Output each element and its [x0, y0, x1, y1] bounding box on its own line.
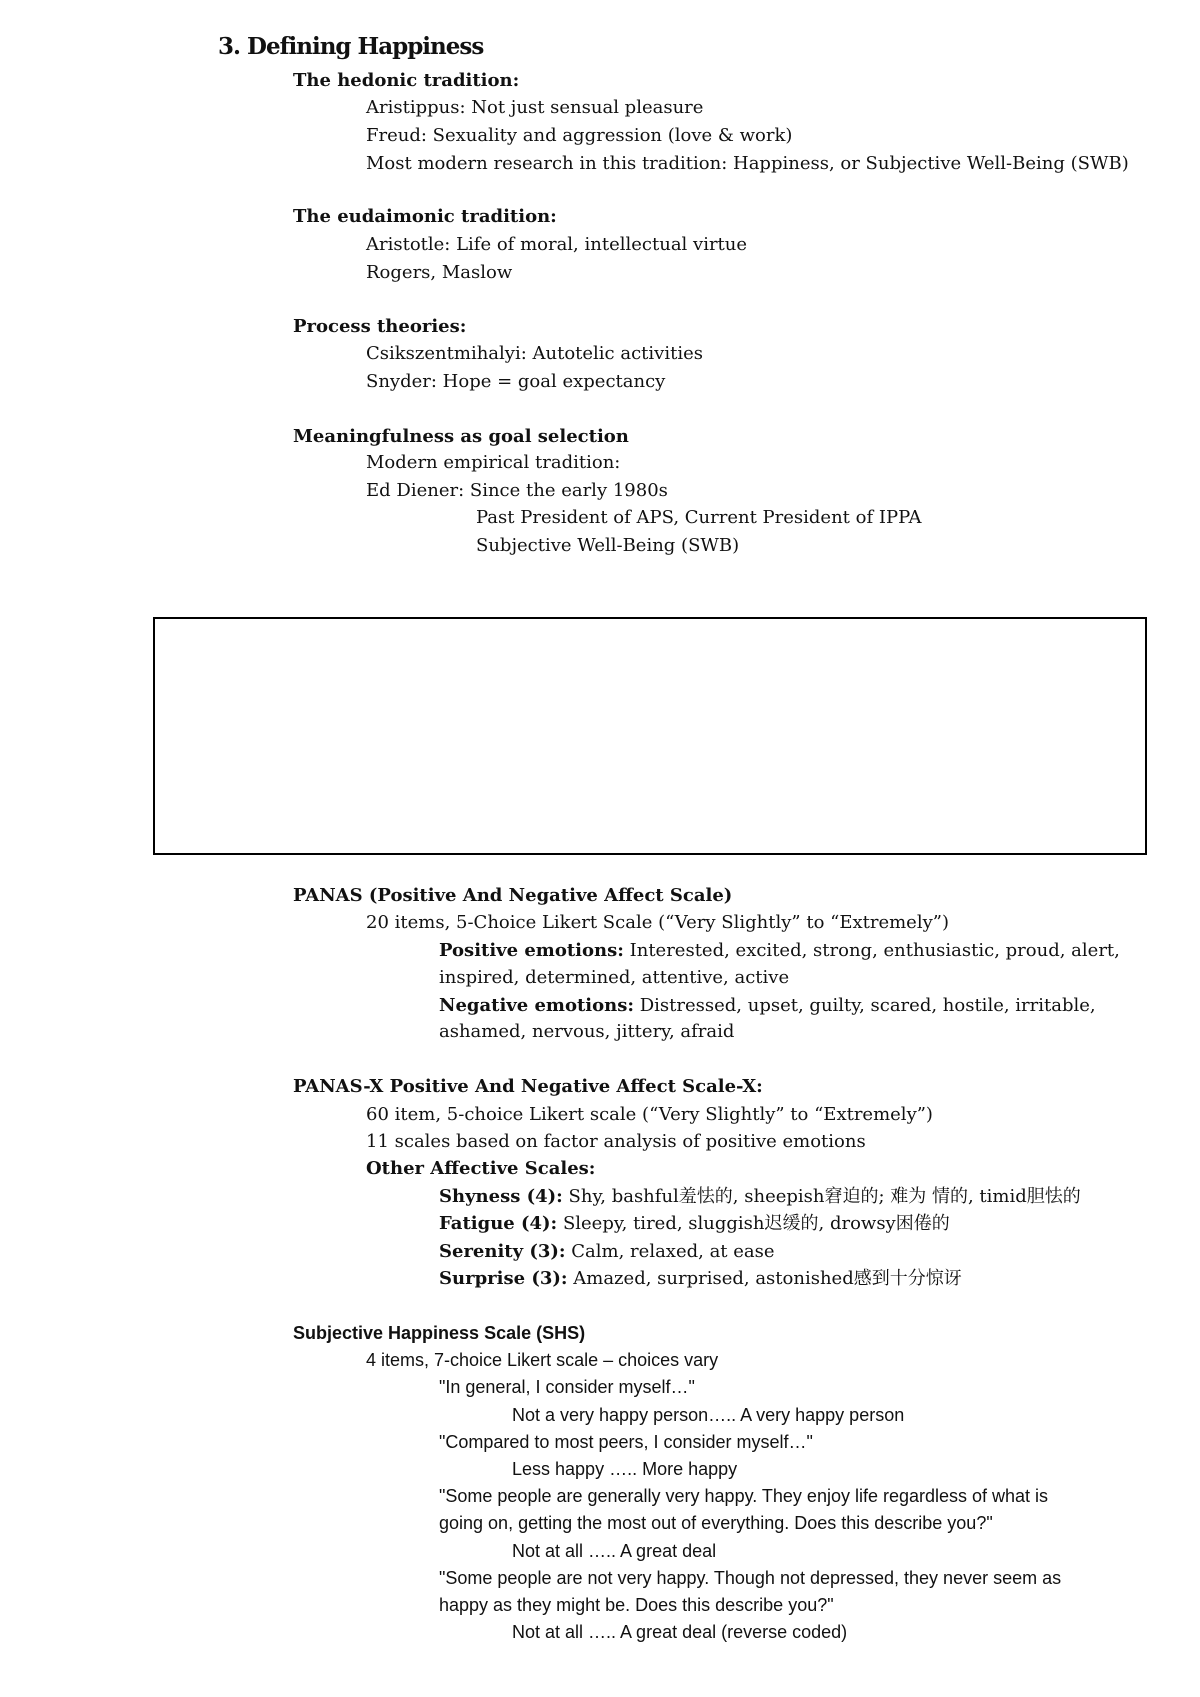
hedonic-item: Aristippus: Not just sensual pleasure [366, 97, 704, 118]
empirical-line: Modern empirical tradition: [366, 452, 621, 473]
scale-text: Calm, relaxed, at ease [565, 1241, 775, 1262]
hedonic-item: Most modern research in this tradition: Happiness, or Subjective Well-Being (SWB) [366, 153, 1129, 174]
shs-question: "Some people are not very happy. Though not depressed, they never seem as [439, 1568, 1062, 1588]
process-heading: Process theories: [293, 316, 467, 337]
eudaimonic-item: Aristotle: Life of moral, intellectual virtue [366, 234, 748, 255]
scale-label: Serenity (3): [439, 1241, 566, 1262]
affective-scale-item [439, 1186, 1081, 1208]
shs-question-cont: going on, getting the most out of everything. Does this describe you?" [439, 1513, 993, 1533]
panas-heading: PANAS (Positive And Negative Affect Scale) [293, 885, 733, 906]
shs-question: "Compared to most peers, I consider myself…" [439, 1432, 813, 1452]
panas-positive-line [439, 940, 1120, 962]
scale-label: Shyness (4): [439, 1186, 563, 1207]
panasx-heading: PANAS-X Positive And Negative Affect Scale-X: [293, 1076, 763, 1097]
process-item: Csikszentmihalyi: Autotelic activities [366, 343, 703, 364]
shs-question-cont: happy as they might be. Does this describe you?" [439, 1595, 834, 1615]
meaning-heading: Meaningfulness as goal selection [293, 426, 629, 447]
shs-anchors: Less happy ….. More happy [512, 1459, 738, 1479]
scale-text: Amazed, surprised, astonished感到十分惊讶 [567, 1268, 962, 1289]
positive-text: Interested, excited, strong, enthusiastic, proud, alert, [623, 940, 1120, 961]
negative-text: Distressed, upset, guilty, scared, hostile, irritable, [634, 995, 1096, 1016]
affective-scale-item [439, 1241, 775, 1263]
panas-negative-cont: ashamed, nervous, jittery, afraid [439, 1021, 735, 1042]
panasx-items-line: 60 item, 5-choice Likert scale (“Very Slightly” to “Extremely”) [366, 1104, 933, 1125]
eudaimonic-heading: The eudaimonic tradition: [293, 206, 557, 227]
process-item: Snyder: Hope = goal expectancy [366, 371, 666, 392]
affective-scale-item [439, 1213, 950, 1235]
panas-positive-cont: inspired, determined, attentive, active [439, 967, 790, 988]
page-title: 3. Defining Happiness [218, 33, 484, 60]
hedonic-heading: The hedonic tradition: [293, 70, 520, 91]
shs-anchors: Not at all ….. A great deal (reverse coded) [512, 1622, 848, 1642]
other-scales-heading: Other Affective Scales: [366, 1158, 596, 1179]
shs-heading: Subjective Happiness Scale (SHS) [293, 1323, 586, 1343]
scale-label: Fatigue (4): [439, 1213, 558, 1234]
scale-text: Shy, bashful羞怯的, sheepish窘迫的; 难为 情的, timid胆怯的 [562, 1186, 1081, 1207]
shs-question: "Some people are generally very happy. They enjoy life regardless of what is [439, 1486, 1049, 1506]
scale-text: Sleepy, tired, sluggish迟缓的, drowsy困倦的 [557, 1213, 950, 1234]
scale-label: Surprise (3): [439, 1268, 568, 1289]
diener-detail: Subjective Well-Being (SWB) [476, 535, 740, 556]
negative-label: Negative emotions: [439, 995, 635, 1016]
hedonic-item: Freud: Sexuality and aggression (love & work) [366, 125, 793, 146]
panas-items-line: 20 items, 5-Choice Likert Scale (“Very Slightly” to “Extremely”) [366, 912, 949, 933]
shs-items-line: 4 items, 7-choice Likert scale – choices vary [366, 1350, 719, 1370]
positive-label: Positive emotions: [439, 940, 624, 961]
eudaimonic-item: Rogers, Maslow [366, 262, 513, 283]
diener-detail: Past President of APS, Current President of IPPA [476, 507, 922, 528]
shs-anchors: Not at all ….. A great deal [512, 1541, 717, 1561]
shs-question: "In general, I consider myself…" [439, 1377, 695, 1397]
panas-negative-line [439, 995, 1096, 1017]
affective-scale-item [439, 1268, 962, 1290]
diener-line: Ed Diener: Since the early 1980s [366, 480, 668, 501]
empty-box [153, 617, 1147, 855]
shs-anchors: Not a very happy person….. A very happy person [512, 1405, 905, 1425]
panasx-scales-line: 11 scales based on factor analysis of positive emotions [366, 1131, 866, 1152]
